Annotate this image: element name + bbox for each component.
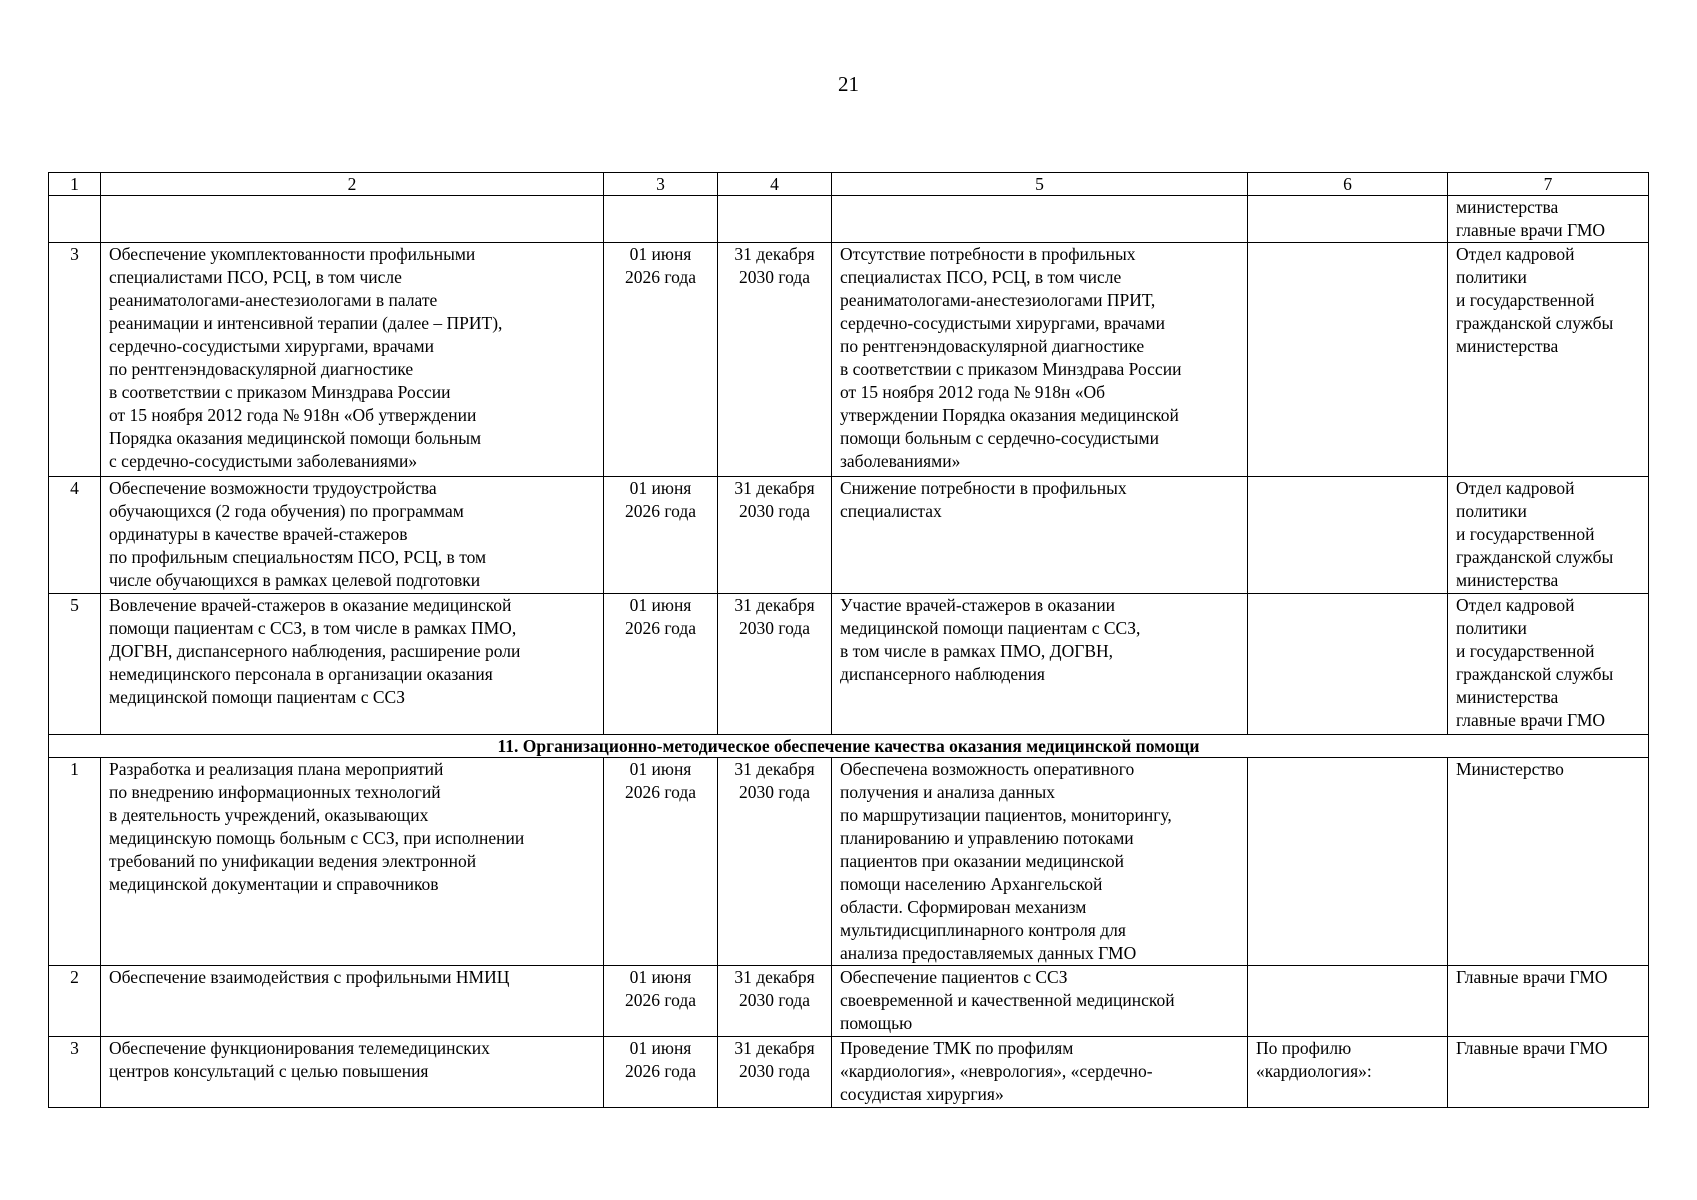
table-row (49, 243, 1649, 477)
result-cell: Проведение ТМК по профилям «кардиология», «неврология», «сердечно- сосудистая хирургия» (832, 1037, 1248, 1108)
end-date-cell: 31 декабря 2030 года (718, 594, 832, 735)
responsible-cell: министерства главные врачи ГМО (1448, 196, 1649, 243)
table-row (49, 966, 1649, 1037)
start-date-cell: 01 июня 2026 года (604, 594, 718, 735)
end-date-cell (718, 196, 832, 243)
activity-cell: Вовлечение врачей-стажеров в оказание медицинской помощи пациентам с ССЗ, в том числе в рамках ПМО, ДОГВН, диспансерного наблюдения, расширение роли немедицинского персонала в организации оказания медицинской помощи пациентам с ССЗ (101, 594, 604, 735)
result-cell: Снижение потребности в профильных специалистах (832, 477, 1248, 594)
row-number: 3 (49, 243, 101, 477)
activity-cell: Разработка и реализация плана мероприятий по внедрению информационных технологий в деятельность учреждений, оказывающих медицинскую помощь больным с ССЗ, при исполнении требований по унификации ведения электронной медицинской документации и справочников (101, 758, 604, 966)
table-row (49, 594, 1649, 735)
table-row (49, 196, 1649, 243)
row-number (49, 196, 101, 243)
result-cell: Обеспечена возможность оперативного получения и анализа данных по маршрутизации пациентов, мониторингу, планированию и управлению потоками пациентов при оказании медицинской помощи населению Архангельской области. Сформирован механизм мультидисциплинарного контроля для анализа предоставляемых данных ГМО (832, 758, 1248, 966)
row-number: 5 (49, 594, 101, 735)
responsible-cell: Министерство (1448, 758, 1649, 966)
indicator-cell (1248, 966, 1448, 1037)
start-date-cell: 01 июня 2026 года (604, 758, 718, 966)
end-date-cell: 31 декабря 2030 года (718, 758, 832, 966)
activity-cell: Обеспечение укомплектованности профильными специалистами ПСО, РСЦ, в том числе реаниматологами-анестезиологами в палате реанимации и интенсивной терапии (далее – ПРИТ), сердечно-сосудистыми хирургами, врачами по рентгенэндоваскулярной диагностике в соответствии с приказом Минздрава России от 15 ноября 2012 года № 918н «Об утверждении Порядка оказания медицинской помощи больным с сердечно-сосудистыми заболеваниями» (101, 243, 604, 477)
responsible-cell: Главные врачи ГМО (1448, 1037, 1649, 1108)
table-row (49, 758, 1649, 966)
responsible-cell: Главные врачи ГМО (1448, 966, 1649, 1037)
column-number: 2 (101, 173, 604, 196)
section-header-row (49, 735, 1649, 758)
responsible-cell: Отдел кадровой политики и государственной гражданской службы министерства (1448, 477, 1649, 594)
row-number: 3 (49, 1037, 101, 1108)
indicator-cell: По профилю «кардиология»: (1248, 1037, 1448, 1108)
result-cell: Отсутствие потребности в профильных специалистах ПСО, РСЦ, в том числе реаниматологами-анестезиологами ПРИТ, сердечно-сосудистыми хирургами, врачами по рентгенэндоваскулярной диагностике в соответствии с приказом Минздрава России от 15 ноября 2012 года № 918н «Об утверждении Порядка оказания медицинской помощи больным с сердечно-сосудистыми заболеваниями» (832, 243, 1248, 477)
end-date-cell: 31 декабря 2030 года (718, 477, 832, 594)
column-number-row (49, 173, 1649, 196)
table-row (49, 477, 1649, 594)
start-date-cell (604, 196, 718, 243)
result-cell: Обеспечение пациентов с ССЗ своевременной и качественной медицинской помощью (832, 966, 1248, 1037)
row-number: 4 (49, 477, 101, 594)
end-date-cell: 31 декабря 2030 года (718, 243, 832, 477)
activity-cell: Обеспечение взаимодействия с профильными НМИЦ (101, 966, 604, 1037)
column-number: 4 (718, 173, 832, 196)
indicator-cell (1248, 758, 1448, 966)
indicator-cell (1248, 594, 1448, 735)
section-title: 11. Организационно-методическое обеспечение качества оказания медицинской помощи (49, 735, 1649, 758)
row-number: 1 (49, 758, 101, 966)
result-cell (832, 196, 1248, 243)
action-plan-table (48, 172, 1649, 1108)
activity-cell: Обеспечение возможности трудоустройства обучающихся (2 года обучения) по программам ординатуры в качестве врачей-стажеров по профильным специальностям ПСО, РСЦ, в том числе обучающихся в рамках целевой подготовки (101, 477, 604, 594)
responsible-cell: Отдел кадровой политики и государственной гражданской службы министерства (1448, 243, 1649, 477)
row-number: 2 (49, 966, 101, 1037)
activity-cell: Обеспечение функционирования телемедицинских центров консультаций с целью повышения (101, 1037, 604, 1108)
column-number: 5 (832, 173, 1248, 196)
column-number: 3 (604, 173, 718, 196)
indicator-cell (1248, 477, 1448, 594)
column-number: 6 (1248, 173, 1448, 196)
indicator-cell (1248, 243, 1448, 477)
start-date-cell: 01 июня 2026 года (604, 1037, 718, 1108)
end-date-cell: 31 декабря 2030 года (718, 1037, 832, 1108)
indicator-cell (1248, 196, 1448, 243)
table-row (49, 1037, 1649, 1108)
column-number: 7 (1448, 173, 1649, 196)
start-date-cell: 01 июня 2026 года (604, 243, 718, 477)
start-date-cell: 01 июня 2026 года (604, 477, 718, 594)
activity-cell (101, 196, 604, 243)
end-date-cell: 31 декабря 2030 года (718, 966, 832, 1037)
start-date-cell: 01 июня 2026 года (604, 966, 718, 1037)
column-number: 1 (49, 173, 101, 196)
page-number: 21 (838, 72, 859, 96)
result-cell: Участие врачей-стажеров в оказании медицинской помощи пациентам с ССЗ, в том числе в рамках ПМО, ДОГВН, диспансерного наблюдения (832, 594, 1248, 735)
responsible-cell: Отдел кадровой политики и государственной гражданской службы министерства главные врачи ГМО (1448, 594, 1649, 735)
